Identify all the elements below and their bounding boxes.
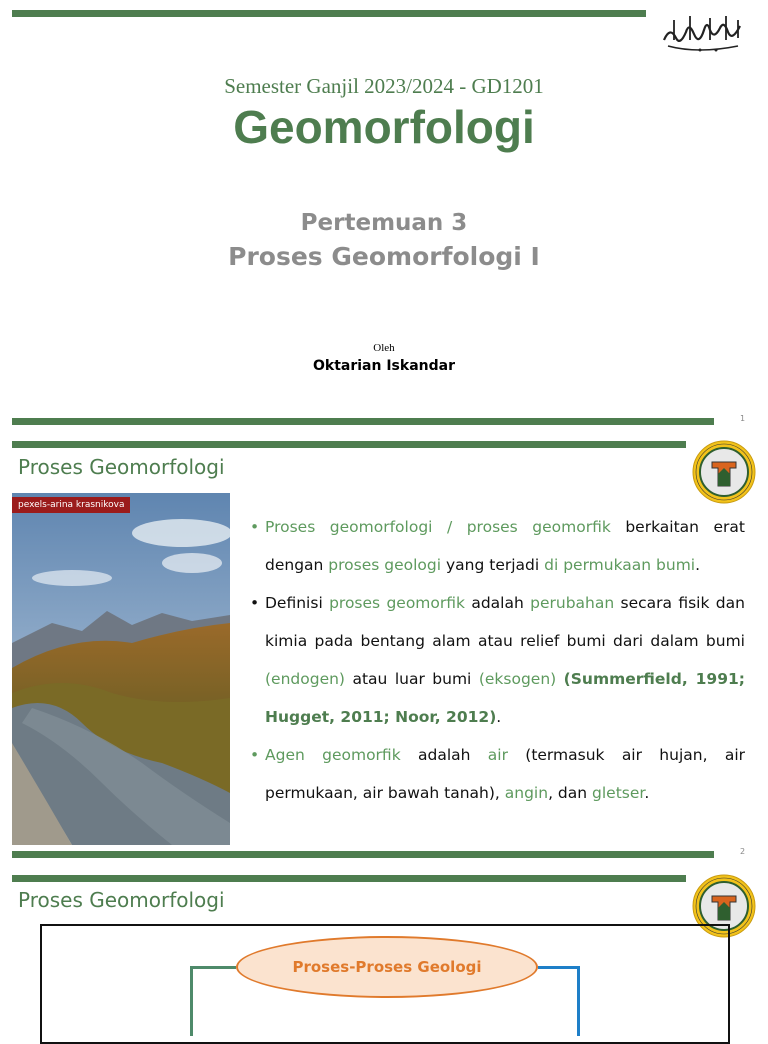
bullet-item: • Proses geomorfologi / proses geomorfik berkaitan erat dengan proses geologi yang terjadi di permukaan bumi. [250,508,745,584]
slide-number-1: 1 [740,414,746,423]
slide1-top-bar [12,10,646,17]
meeting-number: Pertemuan 3 [300,210,468,236]
bullet-item: • Definisi proses geomorfik adalah perubahan secara fisik dan kimia pada bentang alam atau relief bumi dari dalam bumi (endogen) atau luar bumi (eksogen) (Summerfield, 1991; Hugget, 2011; Noor, 2012). [250,584,745,736]
course-header: Semester Ganjil 2023/2024 - GD1201 [224,74,544,98]
slide2-title: Proses Geomorfologi [18,455,225,479]
photo-credit-badge: pexels-arina krasnikova [12,497,130,513]
slide3-top-bar [12,875,686,882]
diagram-connector-right [538,966,580,1036]
slide3-title: Proses Geomorfologi [18,888,225,912]
diagram-root-label: Proses-Proses Geologi [292,958,482,976]
course-title: Geomorfologi [233,101,535,153]
bullet-list [250,508,745,812]
mountain-river-photo [12,493,230,845]
bullet-dot-icon: • [250,518,260,536]
institution-seal-icon [692,440,756,504]
basmala-calligraphy-logo [660,10,746,54]
lecture-topic: Proses Geomorfologi I [228,242,540,271]
slide2-top-bar [12,441,686,448]
slide-number-2: 2 [740,847,746,856]
slide1-bottom-bar [12,418,714,425]
slide2-bottom-bar [12,851,714,858]
diagram-connector-left [190,966,236,1036]
author-name: Oktarian Iskandar [313,358,455,374]
bullet-dot-icon: • [250,746,260,764]
bullet-dot-icon: • [250,594,260,612]
by-label: Oleh [373,342,395,354]
bullet-item: • Agen geomorfik adalah air (termasuk air hujan, air permukaan, air bawah tanah), angin, dan gletser. [250,736,745,812]
